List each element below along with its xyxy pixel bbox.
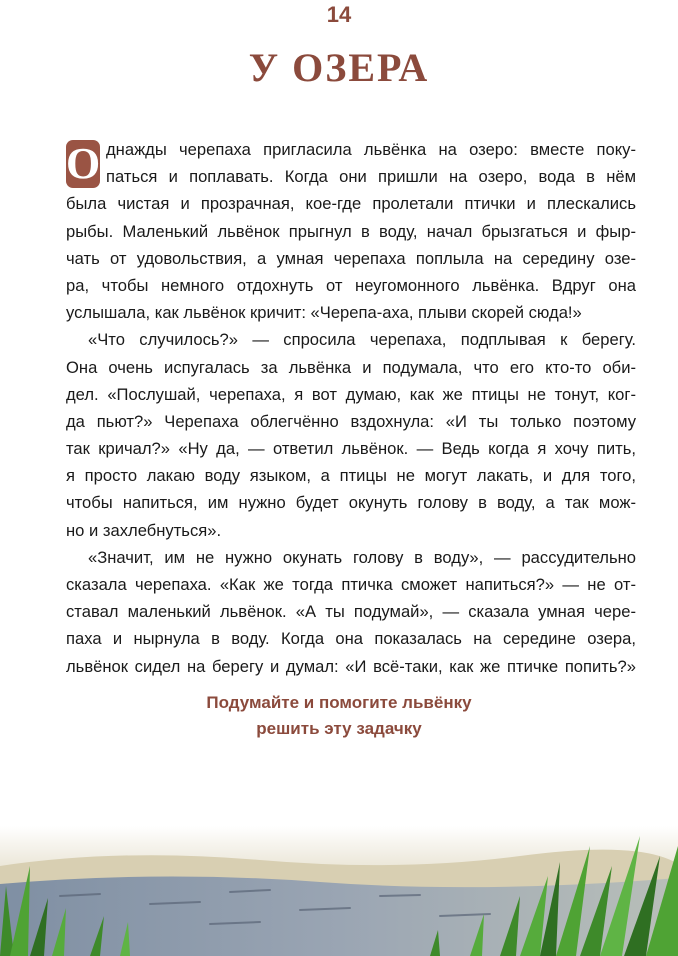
story-line: так кричал?» «Ну да, — ответил львёнок. — Ведь когда я хочу пить, [66,439,636,459]
story-line: днажды черепаха пригласила львёнка на озеро: вместе поку- [106,140,636,159]
lake-with-grass-illustration [0,826,678,956]
story-line: была чистая и прозрачная, кое-где пролетали птички и плескались [66,194,636,214]
task-prompt [0,690,678,742]
story-text [66,136,636,680]
drop-cap: О [66,139,101,188]
story-line: паха и нырнула в воду. Когда она показалась на середине озера, [66,629,636,649]
story-line: львёнок сидел на берегу и думал: «И всё-таки, как же птичке попить?» [66,656,636,676]
chapter-title: У ОЗЕРА [248,45,430,90]
story-line: чать от удовольствия, а умная черепаха поплыла на середину озе- [66,248,636,268]
story-line: дел. «Послушай, черепаха, я вот думаю, как же птицы не тонут, ког- [66,384,636,404]
story-line: «Значит, им не нужно окунать голову в воду», — рассудительно [88,547,636,567]
task-prompt-line-2: решить эту задачку [256,719,422,738]
story-line: ставал маленький львёнок. «А ты подумай», — сказала умная чере- [66,602,636,622]
task-prompt-line-1: Подумайте и помогите львёнку [206,693,472,712]
story-line: я просто лакаю воду языком, а птицы не могут лакать, и для того, [66,466,636,486]
story-line: сказала черепаха. «Как же тогда птичка сможет напиться?» — не от- [66,575,636,594]
story-line: рыбы. Маленький львёнок прыгнул в воду, начал брызгаться и фыр- [66,221,636,241]
story-line: чтобы напиться, им нужно будет окунуть голову в воду, а так мож- [66,493,636,513]
story-line: ра, чтобы немного отдохнуть от неугомонного львёнка. Вдруг она [66,275,636,295]
story-line: «Что случилось?» — спросила черепаха, подплывая к берегу. [88,330,636,350]
story-line: но и захлебнуться». [66,520,222,540]
story-line: Она очень испугалась за львёнка и подумала, что его кто-то оби- [66,357,636,377]
story-line: да пьют?» Черепаха облегчённо вздохнула: «И ты только поэтому [66,411,636,431]
page-number: 14 [326,2,352,27]
story-line: паться и поплавать. Когда они пришли на озеро, вода в нём [106,167,636,187]
story-line: услышала, как львёнок кричит: «Черепа-аха, плыви скорей сюда!» [66,303,582,323]
